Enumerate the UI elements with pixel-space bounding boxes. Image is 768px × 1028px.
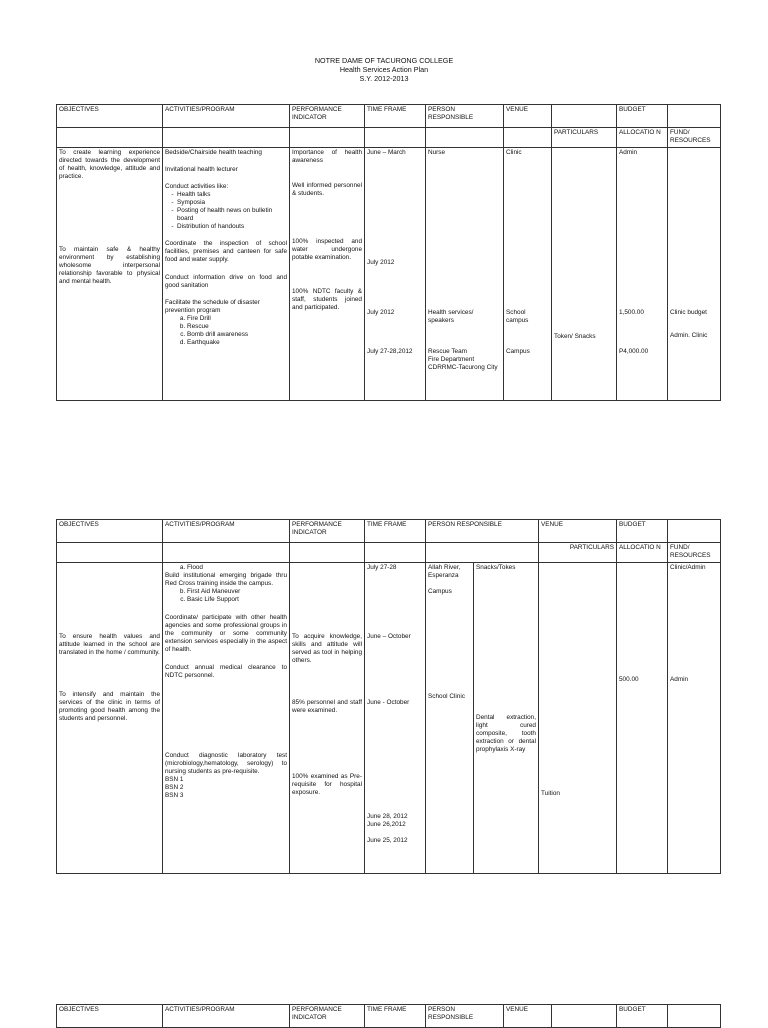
timeframe-text: June – October	[367, 633, 411, 640]
particulars-text: Token/ Snacks	[554, 333, 596, 340]
indicator-text: 100% NDTC faculty & staff, students joined and participated.	[292, 288, 362, 311]
col-fund: FUND/ RESOURCES	[668, 543, 721, 563]
col-objectives: OBJECTIVES	[57, 520, 163, 543]
col-particulars: PARTICULARS	[552, 128, 617, 148]
timeframe-text: June 26,2012	[367, 821, 406, 828]
particulars-text: Dental extraction, light cured composite, tooth extraction or dental prophylaxis X-ray	[476, 714, 536, 753]
activity-text: Build institutional emerging brigade thru Red Cross training inside the campus.	[165, 572, 287, 587]
list-item: c. Basic Life Support	[187, 596, 287, 604]
person-text: Fire Department	[428, 356, 475, 363]
action-plan-table-2	[56, 519, 721, 874]
table-header-row	[57, 105, 721, 128]
indicator-text: 100% examined as Pre-requisite for hospital exposure.	[292, 773, 362, 796]
indicator-text: 100% inspected and water undergone potable examination.	[292, 238, 362, 261]
school-name: NOTRE DAME OF TACURONG COLLEGE	[314, 56, 454, 65]
timeframe-text: June 28, 2012	[367, 813, 408, 820]
list-item: - Posting of health news on bulletin board	[177, 207, 287, 223]
objective-text: To create learning experience directed towards the development of health, knowledge, attitude and practice.	[59, 149, 160, 180]
plan-title: Health Services Action Plan	[339, 65, 429, 74]
timeframe-text: July 2012	[367, 309, 395, 316]
allocation-text: 1,500.00	[619, 309, 644, 316]
col-venue: VENUE	[504, 1005, 552, 1028]
table-subheader-row	[57, 128, 721, 148]
particulars-text: Snacks/Tokes	[476, 564, 516, 571]
venue-text: Campus	[428, 588, 452, 595]
activity-text: Coordinate/ participate with other health agencies and some professional groups in the community or some community extension services especially in the aspect of health.	[165, 614, 287, 653]
list-item: a. Flood	[187, 564, 287, 572]
activity-text: Facilitate the schedule of disaster prevention program	[165, 299, 260, 314]
fund-text: Admin	[670, 676, 689, 683]
col-budget: BUDGET	[617, 1005, 668, 1028]
person-text: Allah River, Esperanza	[428, 564, 461, 579]
col-allocation: ALLOCATIO N	[617, 128, 668, 148]
col-budget: BUDGET	[617, 520, 668, 543]
col-particulars: PARTICULARS	[539, 543, 617, 563]
col-venue: VENUE	[539, 520, 617, 543]
indicator-text: To acquire knowledge, skills and attitude will served as tool in helping others.	[292, 633, 362, 664]
timeframe-text: July 27-28,2012	[367, 348, 413, 355]
table-header-row	[57, 1005, 721, 1028]
activity-text: Bedside/Chairside health teaching	[165, 149, 262, 156]
objective-text: To ensure health values and attitude learned in the school are translated in the home / community.	[59, 633, 160, 656]
list-item: c. Bomb drill awareness	[187, 331, 287, 339]
venue-text: School campus	[506, 309, 529, 324]
table-row	[57, 148, 721, 401]
list-item: a. Fire Drill	[187, 315, 287, 323]
table-row	[57, 563, 721, 874]
col-allocation: ALLOCATIO N	[617, 543, 668, 563]
col-person: PERSON RESPONSIBLE	[426, 1005, 504, 1028]
document-header	[0, 56, 768, 83]
col-activities: ACTIVITIES/PROGRAM	[163, 1005, 290, 1028]
col-activities: ACTIVITIES/PROGRAM	[163, 105, 290, 128]
bsn-text: BSN 3	[165, 792, 184, 799]
objective-text: To intensify and maintain the services of the clinic in terms of promoting good health among the students and personnel.	[59, 691, 160, 722]
allocation-text: P4,000.00	[619, 348, 649, 355]
activity-text: Coordinate the inspection of school facilities, premises and canteen for safe food and water supply.	[165, 240, 287, 263]
timeframe-text: June 25, 2012	[367, 837, 408, 844]
action-plan-table-1	[56, 104, 721, 401]
table-header-row	[57, 520, 721, 543]
indicator-text: Importance of health awareness	[292, 149, 362, 164]
list-item: b. Rescue	[187, 323, 287, 331]
timeframe-text: July 2012	[367, 259, 395, 266]
col-venue: VENUE	[504, 105, 552, 128]
person-text: Health services/ speakers	[428, 309, 474, 324]
person-text: Nurse	[428, 149, 446, 156]
col-objectives: OBJECTIVES	[57, 1005, 163, 1028]
col-indicator: PERFORMANCE INDICATOR	[290, 520, 365, 543]
venue-text: Campus	[506, 348, 530, 355]
list-item: - Symposia	[177, 199, 287, 207]
person-text: School Clinic	[428, 693, 465, 700]
col-indicator: PERFORMANCE INDICATOR	[290, 105, 365, 128]
col-activities: ACTIVITIES/PROGRAM	[163, 520, 290, 543]
fund-text: Admin. Clinic	[670, 332, 708, 339]
col-fund: FUND/ RESOURCES	[668, 128, 721, 148]
table-subheader-row	[57, 543, 721, 563]
indicator-text: 85% personnel and staff were examined.	[292, 699, 362, 714]
col-timeframe: TIME FRAME	[365, 105, 426, 128]
timeframe-text: June - October	[367, 699, 410, 706]
activity-text: Conduct information drive on food and good sanitation	[165, 274, 287, 289]
activity-text: Conduct diagnostic laboratory test (microbiology,hematology, serology) to nursing students as pre-requisite.	[165, 752, 287, 775]
timeframe-text: June – March	[367, 149, 406, 156]
col-indicator: PERFORMANCE INDICATOR	[290, 1005, 365, 1028]
school-year: S.Y. 2012-2013	[359, 74, 409, 83]
activity-text: Conduct activities like:	[165, 183, 229, 190]
fund-text: Clinic/Admin	[670, 564, 706, 571]
col-person: PERSON RESPONSIBLE	[426, 520, 539, 543]
bsn-text: BSN 1	[165, 776, 184, 783]
action-plan-table-3	[56, 1004, 721, 1028]
activity-text: Conduct annual medical clearance to NDTC personnel.	[165, 664, 287, 679]
activity-text: Invitational health lecturer	[165, 166, 238, 173]
indicator-text: Well informed personnel & students.	[292, 182, 362, 197]
objective-text: To maintain safe & healthy environment by establishing wholesome interpersonal relationship favorable to physical and mental health.	[59, 246, 160, 285]
list-item: - Distribution of handouts	[177, 223, 287, 231]
timeframe-text: July 27-28	[367, 564, 397, 571]
col-person: PERSON RESPONSIBLE	[426, 105, 504, 128]
allocation-text: Admin	[619, 149, 638, 156]
person-text: Rescue Team	[428, 348, 467, 355]
col-timeframe: TIME FRAME	[365, 1005, 426, 1028]
particulars-text: Tuition	[541, 790, 560, 797]
fund-text: Clinic budget	[670, 309, 707, 316]
bsn-text: BSN 2	[165, 784, 184, 791]
person-text: CDRRMC-Tacurong City	[428, 364, 498, 371]
col-objectives: OBJECTIVES	[57, 105, 163, 128]
list-item: d. Earthquake	[187, 339, 287, 347]
list-item: - Health talks	[177, 191, 287, 199]
venue-text: Clinic	[506, 149, 522, 156]
allocation-text: 500.00	[619, 676, 639, 683]
col-timeframe: TIME FRAME	[365, 520, 426, 543]
col-budget: BUDGET	[617, 105, 668, 128]
list-item: b. First Aid Maneuver	[187, 588, 287, 596]
